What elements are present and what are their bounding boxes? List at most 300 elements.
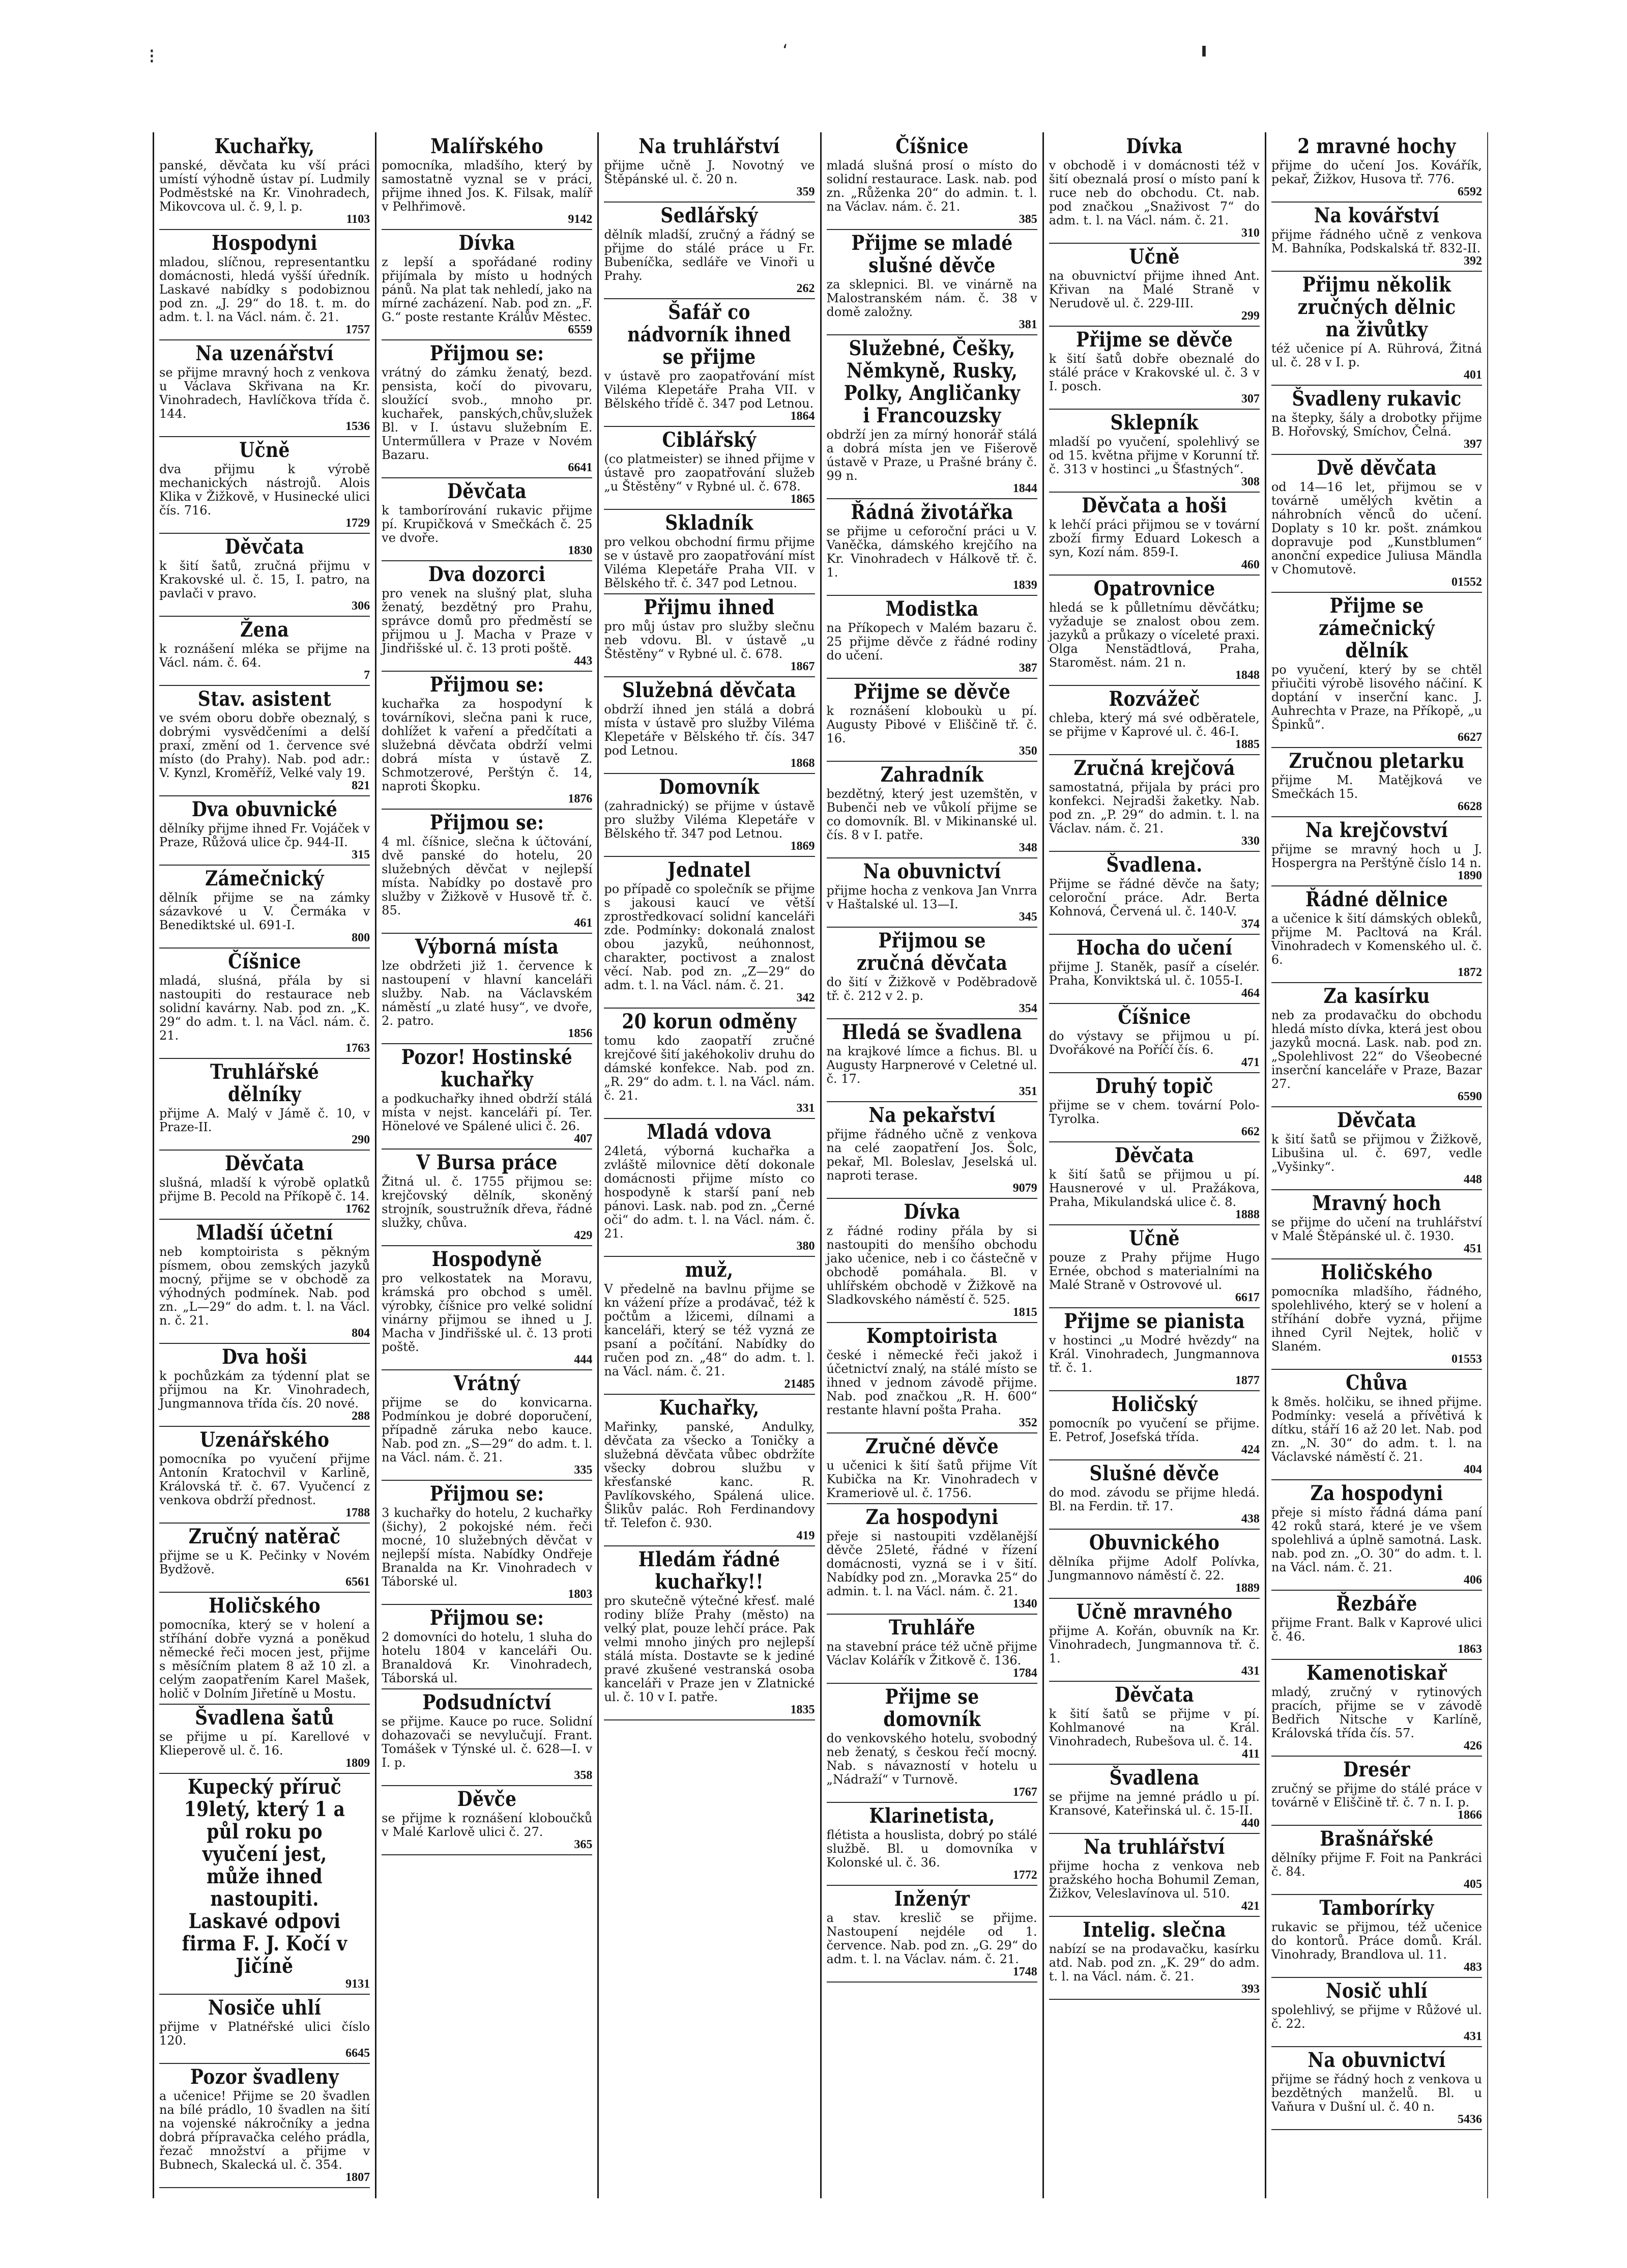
ad-headline: Zručné děvče [865, 1434, 999, 1458]
ad-body: lze obdržeti již 1. července k nastoupení v hlavní kanceláři služby. Nab. na Václavském náměstí „u zlaté husy“, ve dvoře, 2. patro. [382, 959, 593, 1028]
ad-number: 348 [1019, 841, 1037, 854]
ad-headline: Mladá vdova [647, 1120, 772, 1144]
ad-body: mladý, zručný v rytinových pracích, přijme se v závodě Bedřich Nitsche v Karlíně, Královská třída čís. 57. [1271, 1685, 1483, 1740]
ad-headline: Za hospodyni [865, 1505, 999, 1529]
ad-body: flétista a houslista, dobrý po stálé službě. Bl. u domovníka v Kolonské ul. č. 36. [826, 1828, 1037, 1870]
ad-headline: Přijmou se: [429, 341, 544, 365]
ad-body: nabízí se na prodavačku, kasírku atd. Nab. pod zn. „K. 29“ do adm. t. l. na Václ. nám. č. 21. [1049, 1942, 1260, 1984]
ad-number: 404 [1464, 1463, 1483, 1476]
ad-body: tomu kdo zaopatří zručné krejčové šití jakéhokoliv druhu do dámské konfekce. Nab. pod zn. „R. 29“ do adm. t. l. na Václ. nám. č. 21. [604, 1033, 815, 1103]
ad-body: od 14—16 let, přijmou se v továrně umělých květin a náhrobních věnců do učení. Doplaty s 10 kr. pošt. známkou dopravuje pod „Kunstblumen“ anonční expedice Juliusa Mändla v Chomutově. [1271, 480, 1483, 577]
ad-headline: Řádná životářka [850, 500, 1013, 524]
ad-body: pro skutečně výtečné křesť. malé rodiny blíže Prahy (město) na velký plat, pouze lehčí práce. Pak velmi mnoho jiných pro nejlepší stálá místa. Dostavte se k jediné pravé zkušené vestranská osoba kanceláři v Praze jen v Zlatnické ul. č. 10 v I. patře. [604, 1594, 815, 1704]
ad-headline: Zručný natěrač [188, 1525, 341, 1548]
classified-ad [604, 510, 815, 594]
ad-number: 1877 [1235, 1374, 1260, 1387]
ad-number: 1863 [1458, 1643, 1483, 1656]
ad-number: 1866 [1458, 1808, 1483, 1822]
ad-body: do šití v Žižkově v Poděbradově tř. č. 212 v 2. p. [826, 975, 1037, 1003]
ad-body: obdrží ihned jen stálá a dobrá místa v ústavě pro služby Viléma Klepetáře v Bělského tř. čís. 347 pod Letnou. [604, 702, 815, 758]
classified-ad [827, 335, 1037, 499]
ad-number: 6617 [1235, 1291, 1260, 1304]
ad-number: 429 [574, 1229, 593, 1242]
ad-body: dělníka přijme Adolf Polívka, Jungmannovo náměstí č. 22. [1049, 1555, 1260, 1583]
ad-number: 460 [1241, 558, 1260, 571]
classified-ad [159, 1344, 370, 1427]
ad-number: 471 [1241, 1056, 1260, 1069]
ad-number: 7 [364, 669, 370, 682]
ad-body: k šití šatů se přijme v pí. Kohlmanové na Král. Vinohradech, Rubešova ul. č. 14. [1049, 1707, 1260, 1748]
ad-body: přeje si místo řádná dáma paní 42 roků stará, které je ve všem spolehlivá a úplně samotná. Lask. nab. pod zn. „O. 30“ do adm. t. l. na Václ. nám. č. 21. [1271, 1505, 1483, 1574]
classified-ad [604, 299, 815, 427]
ad-headline: Dívka [904, 1200, 961, 1224]
ad-headline: Švadlena [1109, 1766, 1200, 1790]
ad-number: 821 [352, 779, 370, 792]
ad-body: slušná, mladší k výrobě oplatků přijme B. Pecold na Příkopě č. 14. [159, 1175, 370, 1203]
classified-ad [1049, 1599, 1260, 1682]
ad-headline: Hledám řádné kuchařky!! [638, 1547, 780, 1594]
ad-number: 431 [1241, 1664, 1260, 1678]
ad-number: 424 [1241, 1443, 1260, 1456]
classified-ad [1049, 327, 1260, 410]
classified-ad [382, 133, 592, 230]
ad-column-4 [822, 132, 1044, 2198]
ad-headline: Nosič uhlí [1325, 1979, 1428, 2003]
ad-headline: Služebná děvčata [622, 678, 797, 702]
ad-number: 1835 [790, 1703, 815, 1716]
ad-body: k roznášení mléka se přijme na Václ. nám. č. 64. [159, 642, 370, 670]
ad-body: samostatná, přijala by práci pro konfekci. Nejradši žaketky. Nab. pod zn. „P. 29“ do admin. t. l. na Václav. nám. č. 21. [1049, 780, 1260, 836]
ad-body: pomocníka, mladšího, který by samostatně vyznal se v práci, přijme ihned Jos. K. Filsak, malíř v Pelhřimově. [382, 158, 593, 214]
ad-number: 352 [1019, 1416, 1037, 1429]
classified-ad [382, 1246, 592, 1370]
classified-ad [827, 499, 1037, 596]
ad-headline: Domovník [659, 775, 760, 799]
ad-number: 411 [1242, 1747, 1260, 1761]
classified-ad [1049, 755, 1260, 852]
ad-headline: Děvčata [225, 1152, 305, 1175]
classified-ad [1271, 1190, 1482, 1259]
ad-number: 381 [1019, 318, 1037, 331]
ad-body: přijme se mravný hoch u J. Hospergra na Perštýně číslo 14 n. [1271, 842, 1483, 870]
ad-headline: Výborná místa [415, 935, 559, 959]
ad-body: z řádné rodiny přála by si nastoupiti do menšího obchodu jako učenice, neb i co částečně v obchodě pomáhala. Bl. v uhlířském obchodě v Žižkově na Sladkovského náměstí č. 525. [826, 1224, 1037, 1307]
ad-number: 407 [574, 1132, 593, 1145]
classified-ad [827, 596, 1037, 679]
classified-ad [1049, 576, 1260, 686]
ad-headline: Řezbáře [1336, 1592, 1417, 1616]
ad-headline: Přijme se děvče [1076, 328, 1233, 352]
classified-ad [1271, 1978, 1482, 2047]
ad-headline: Mladší účetní [196, 1221, 333, 1245]
ad-number: 6559 [568, 323, 593, 336]
ad-number: 438 [1241, 1512, 1260, 1526]
ad-headline: Na krejčovství [1305, 818, 1448, 842]
ad-body: neb za prodavačku do obchodu hledá místo dívka, která jest obou jazyků mocná. Lask. nab. pod zn. „Spolehlivost 22“ do Všeobecné inserční kanceláře v Praze, Bazar 27. [1271, 1008, 1483, 1091]
ad-headline: Přijme se mladé slušné děvče [851, 231, 1013, 277]
ad-headline: Holičský [1111, 1392, 1198, 1416]
ad-number: 1763 [345, 1042, 370, 1055]
ad-body: dělníky přijme ihned Fr. Vojáček v Praze, Růžová ulice čp. 944-II. [159, 821, 370, 849]
classified-ad [1271, 386, 1482, 455]
ad-headline: Sklepník [1110, 411, 1199, 435]
ad-headline: Švadlena šatů [195, 1706, 334, 1730]
ad-number: 444 [574, 1353, 593, 1366]
ad-number: 1748 [1012, 1965, 1037, 1978]
classified-ad [827, 1504, 1037, 1615]
ad-headline: Učně [239, 438, 290, 462]
classified-ad [1049, 1391, 1260, 1460]
ad-body: k 8měs. holčiku, se ihned přijme. Podmínky: veselá a přívětivá k dítku, stáří 16 až 20 let. Nab. pod zn. „N. 30“ do adm. t. l. na Václavské náměstí č. 21. [1271, 1395, 1483, 1464]
classified-ad [1271, 455, 1482, 593]
ad-body: přijme hocha z venkova Jan Vnrra v Haštalské ul. 13—I. [826, 883, 1037, 911]
ad-number: 310 [1241, 226, 1260, 240]
ad-body: vrátný do zámku ženatý, bezd. pensista, kočí do pivovaru, sloužící svob., mnoho pr. kuchařek, panských,chův,služek Bl. v I. ústavu služebním E. Unterműllera v Praze v Novém Bazaru. [382, 365, 593, 462]
ad-number: 6561 [345, 1575, 370, 1589]
ad-number: 405 [1464, 1878, 1483, 1891]
ad-headline: Dva hoši [222, 1345, 308, 1369]
ad-body: se přijme do učení na truhlářství v Malé Štěpánské ul. č. 1930. [1271, 1215, 1483, 1243]
ad-headline: Přijmu ihned [644, 595, 775, 619]
ad-body: chleba, který má své odběratele, se přijme v Kaprové ul. č. 46-I. [1049, 711, 1260, 739]
ad-number: 421 [1241, 1900, 1260, 1913]
ad-headline: Děvčata [1337, 1108, 1417, 1132]
ad-headline: Opatrovnice [1093, 577, 1215, 600]
ad-body: po vyučení, který by se chtěl přiučiti výrobě lisového náčiní. K doptání v inserční kanc. J. Auhrechta v Praze, na Příkopě, „u Špinků“. [1271, 663, 1483, 732]
ad-headline: Na truhlářství [638, 134, 780, 158]
ad-number: 358 [574, 1769, 593, 1782]
classified-ad [382, 1481, 592, 1605]
ad-number: 1772 [1012, 1869, 1037, 1882]
ad-body: pro můj ústav pro služby slečnu neb vdovu. Bl. v ústavě „u Štěstěny“ v Rybné ul. č. 678. [604, 619, 815, 661]
ad-number: 359 [796, 185, 815, 198]
classified-ad [1049, 244, 1260, 327]
classified-ad [1049, 1225, 1260, 1308]
ad-number: 431 [1464, 2030, 1483, 2043]
ad-number: 1103 [346, 213, 370, 226]
ad-number: 380 [796, 1240, 815, 1253]
classified-ad [827, 1803, 1037, 1886]
ad-number: 662 [1241, 1125, 1260, 1138]
ad-headline: Dresér [1343, 1758, 1410, 1782]
classified-ad [827, 762, 1037, 858]
ad-headline: Hospodyně [431, 1247, 542, 1271]
classified-ad [1049, 1834, 1260, 1917]
ad-headline: Kamenotiskař [1306, 1661, 1447, 1685]
ad-number: 406 [1464, 1573, 1483, 1587]
classified-ad [382, 561, 592, 672]
ad-number: 345 [1019, 910, 1037, 924]
ad-body: dělník přijme se na zámky sázavkové u V. Čermáka v Benediktské ul. 691-I. [159, 891, 370, 932]
ad-headline: Mravný hoch [1312, 1191, 1441, 1215]
ad-headline: Děvčata [1114, 1683, 1194, 1707]
ad-number: 331 [796, 1102, 815, 1115]
ad-number: 308 [1241, 475, 1260, 489]
classified-ad [604, 1257, 815, 1395]
ad-headline: Řádné dělnice [1305, 887, 1448, 911]
ad-headline: Dívka [1126, 134, 1183, 158]
ad-body: též učenice pí A. Rührová, Žitná ul. č. 28 v I. p. [1271, 341, 1483, 369]
ad-headline: Přijme se děvče [853, 680, 1010, 704]
classified-ad [159, 1593, 370, 1705]
ad-body: do mod. závodu se přijme hledá. Bl. na Ferdin. tř. 17. [1049, 1485, 1260, 1513]
ad-number: 1889 [1235, 1582, 1260, 1595]
classified-ad [604, 427, 815, 510]
ad-body: na Příkopech v Malém bazaru č. 25 přijme děvče z řádné rodiny do učení. [826, 621, 1037, 663]
ad-headline: Děvčata [447, 479, 527, 503]
ad-headline: Zahradník [880, 763, 983, 787]
ad-headline: Číšnice [895, 134, 969, 158]
classified-ad [1049, 1530, 1260, 1599]
ad-body: přijme Frant. Balk v Kaprové ulici č. 46. [1271, 1616, 1483, 1644]
ad-number: 1867 [790, 660, 815, 673]
classified-ad [827, 230, 1037, 335]
ad-headline: Přijme se domovník [883, 1685, 981, 1731]
ad-number: 1757 [345, 323, 370, 336]
ad-headline: Přijme se pianista [1063, 1309, 1245, 1333]
ad-headline: Nosiče uhlí [208, 1996, 322, 2020]
ad-headline: Na kovářství [1314, 204, 1440, 227]
ad-body: k šití šatů dobře obeznalé do stálé práce v Krakovské ul. č. 3 v I. posch. [1049, 352, 1260, 393]
classified-ad [159, 1995, 370, 2064]
ad-headline: V Bursa práce [416, 1151, 558, 1174]
ad-body: přijme učně J. Novotný ve Štěpánské ul. č. 20 n. [604, 158, 815, 186]
ad-number: 1868 [790, 757, 815, 770]
classified-ad [1049, 935, 1260, 1004]
ad-number: 440 [1241, 1817, 1260, 1830]
classified-ad [159, 686, 370, 796]
classified-ad [604, 857, 815, 1009]
ad-body: obdrží jen za mírný honorář stálá a dobrá místa jen ve Fišerově ústavě v Praze, u Prašné brány č. 99 n. [826, 427, 1037, 483]
ad-number: 374 [1241, 917, 1260, 931]
ad-body: a stav. kreslič se přijme. Nastoupení nejdéle od 1. července. Nab. pod zn. „G. 29“ do adm. t. l. na Václav. nám. č. 21. [826, 1911, 1037, 1966]
ad-body: 4 ml. číšnice, slečna k účtování, dvě panské do hotelu, 20 služebných děvčat v nejlepší místa. Nabídky po dostavě pro služby v Žižkově v Husově tř. č. 85. [382, 835, 593, 917]
classified-ad [1271, 748, 1482, 817]
classified-ad [159, 796, 370, 866]
ad-headline: Dva obuvnické [191, 797, 338, 821]
classified-ad [604, 1119, 815, 1257]
ad-number: 1869 [790, 840, 815, 853]
classified-ad [1049, 1073, 1260, 1142]
ad-body: přijme se řádný hoch z venkova u bezdětných manželů. Bl. u Vaňura v Dušní ul. č. 40 n. [1271, 2072, 1483, 2114]
ad-number: 288 [352, 1410, 370, 1423]
ad-body: mladší po vyučení, spolehlivý se od 15. května přijme v Korunní tř. č. 313 v hostinci „u Šťastných“. [1049, 435, 1260, 476]
ad-headline: Chůva [1346, 1371, 1408, 1395]
ad-body: 2 domovníci do hotelu, 1 sluha do hotelu 1804 v kanceláři Ou. Branaldová Kr. Vinohradech, Táborská ul. [382, 1630, 593, 1685]
ad-number: 1803 [568, 1588, 593, 1601]
ad-headline: Obuvnického [1089, 1531, 1220, 1555]
classified-ad [1271, 133, 1482, 203]
classified-ad [1271, 1660, 1482, 1757]
classified-ad [159, 2064, 370, 2188]
classified-ad [382, 1689, 592, 1786]
ad-headline: Truhláře [888, 1616, 975, 1640]
ad-number: 307 [1241, 392, 1260, 406]
classified-ad [159, 1524, 370, 1593]
ad-number: 6641 [568, 461, 593, 474]
ad-column-5 [1044, 132, 1266, 2198]
classified-ad [1049, 1682, 1260, 1765]
ad-number: 804 [352, 1327, 370, 1340]
ad-body: (co platmeister) se ihned přijme v ústavě pro zaopatřování služeb „u Štěstěny“ v Rybné ul. č. 678. [604, 452, 815, 494]
ad-headline: Ciblářský [662, 428, 757, 452]
ad-body: pomocník po vyučení se přijme. E. Petrof, Josefská třída. [1049, 1416, 1260, 1444]
classified-ad [1271, 203, 1482, 272]
ad-number: 6592 [1458, 185, 1483, 198]
ad-body: přijme se u K. Pečinky v Novém Bydžově. [159, 1548, 370, 1576]
classified-ad [159, 1774, 370, 1995]
ad-headline: Na uzenářství [195, 341, 334, 365]
ad-body: pomocníka mladšího, řádného, spolehlivého, který se v holení a stříhání dobře vyzná, přijme ihned Cyril Nejtek, holič v Slaném. [1271, 1284, 1483, 1354]
classified-ad [159, 340, 370, 437]
ad-number: 1784 [1012, 1667, 1037, 1680]
ad-headline: Vrátný [453, 1371, 520, 1395]
classified-ad [159, 1705, 370, 1774]
ad-number: 1536 [345, 420, 370, 433]
ad-headline: Přijmou se: [429, 673, 544, 697]
ad-body: k šití šatů se přijmou v Žižkově, Libušina ul. č. 697, vedle „Vyšinky“. [1271, 1132, 1483, 1174]
ad-headline: Kupecký příruč 19letý, který 1 a půl roku po vyučení jest, může ihned nastoupiti. Laskavé odpovi firma F. J. Kočí v Jičíně [182, 1775, 347, 1978]
ad-headline: Hospodyni [212, 231, 317, 255]
ad-headline: Přijmou se zručná děvčata [856, 929, 1007, 975]
ad-number: 1864 [790, 410, 815, 423]
ad-headline: Děvčata a hoši [1081, 494, 1227, 518]
ad-headline: Služebné, Češky, Němkyně, Rusky, Polky, Angličanky i Francouzsky [844, 336, 1020, 427]
ad-column-1 [154, 132, 376, 2198]
ad-headline: Holičského [209, 1594, 321, 1618]
ad-number: 401 [1464, 368, 1483, 382]
classified-ad [827, 1199, 1037, 1323]
classified-ad [604, 203, 815, 299]
classified-ad [1049, 1460, 1260, 1530]
ad-headline: Přijmou se: [429, 1482, 544, 1506]
classified-ad [827, 1615, 1037, 1684]
ad-number: 6590 [1458, 1090, 1483, 1103]
classified-ad [604, 1546, 815, 1720]
ad-body: zručný se přijme do stálé práce v továrně v Eliščině tř. č. 7 n. I. p. [1271, 1782, 1483, 1810]
classified-ad [827, 1684, 1037, 1803]
ad-body: přijme řádného učně z venkova na celé zaopatření Jos. Šolc, pekař, Ml. Boleslav, Jeselská ul. naproti terase. [826, 1127, 1037, 1183]
ad-body: k pochůzkám za týdenní plat se přijmou na Kr. Vinohradech, Jungmannova třída čís. 20 nové. [159, 1369, 370, 1411]
ad-number: 350 [1019, 744, 1037, 758]
ad-body: k lehčí práci přijmou se v tovární zboží firmy Eduard Lokesch a syn, Kozí nám. 859-I. [1049, 518, 1260, 559]
ad-body: pro venek na slušný plat, sluha ženatý, bezdětný pro Prahu, správce domů pro předměstí se přijmou u J. Macha v Praze v Jindřišské ul. č. 13 proti poště. [382, 586, 593, 655]
ad-body: dva přijmu k výrobě mechanických nástrojů. Alois Klika v Žižkově, v Husinecké ulici čís. 716. [159, 462, 370, 518]
classified-ad [1049, 1142, 1260, 1225]
ad-body: se přijme mravný hoch z venkova u Václava Skřivana na Kr. Vinohradech, Havlíčkova třída č. 144. [159, 365, 370, 421]
classified-ad [827, 1433, 1037, 1504]
ad-body: se přijme u pí. Karellové v Klieperově ul. č. 16. [159, 1730, 370, 1758]
ad-number: 443 [574, 654, 593, 668]
ad-body: u učenici k šití šatů přijme Vít Kubička na Kr. Vinohradech v Krameriově ul. č. 1756. [826, 1458, 1037, 1500]
ad-headline: Učně mravného [1076, 1600, 1233, 1624]
ad-number: 351 [1019, 1085, 1037, 1098]
ad-body: spolehlivý, se přijme v Růžové ul. č. 22. [1271, 2003, 1483, 2031]
ad-body: pouze z Prahy přijme Hugo Ernée, obchod s materialními na Malé Straně v Ostrovové ul. [1049, 1250, 1260, 1292]
ad-number: 01553 [1451, 1353, 1483, 1366]
ad-column-6 [1266, 132, 1487, 2198]
ad-number: 1830 [568, 544, 593, 557]
ad-number: 464 [1241, 987, 1260, 1000]
ad-body: na krajkové límce a fichus. Bl. u Augusty Harpnerové v Celetné ul. č. 17. [826, 1044, 1037, 1086]
ad-number: 1876 [568, 792, 593, 806]
classified-ad [604, 677, 815, 774]
ad-body: a podkuchařky ihned obdrží stálá místa v nejst. kanceláři pí. Ter. Hönelové ve Spálené ulici č. 26. [382, 1092, 593, 1133]
classified-ad [382, 478, 592, 561]
ad-headline: Na truhlářství [1083, 1835, 1225, 1859]
ad-headline: Podsudníctví [422, 1690, 552, 1714]
ad-body: k šití šatů, zručná přijmu v Krakovské ul. č. 15, I. patro, na pavlači v pravo. [159, 559, 370, 600]
ad-body: se přijme k roznášení kloboučků v Malé Karlově ulici č. 27. [382, 1811, 593, 1839]
classified-ad [1049, 1308, 1260, 1391]
ad-body: z lepší a spořádané rodiny přijímala by místo u hodných pánů. Na plat tak nehledí, jako na mírné zacházení. Nab. pod zn. „F. G.“ poste restante Králův Městec. [382, 255, 593, 324]
classified-ad [159, 617, 370, 686]
ad-headline: Švadleny rukavic [1292, 387, 1462, 411]
page-top-mark: ʻ [782, 41, 788, 61]
ad-headline: Zručnou pletarku [1289, 749, 1465, 773]
ad-body: k tamborírování rukavic přijme pí. Krupičková v Smečkách č. 25 ve dvoře. [382, 503, 593, 545]
ad-headline: Druhý topič [1095, 1074, 1213, 1098]
ad-headline: muž, [685, 1258, 734, 1282]
ad-number: 262 [796, 282, 815, 295]
classified-ad [1271, 1591, 1482, 1660]
classified-ad [604, 133, 815, 203]
ad-body: rukavic se přijmou, též učenice do kontorů. Práce domů. Král. Vinohrady, Brandlova ul. 11. [1271, 1920, 1483, 1962]
ad-headline: Na obuvnictví [1308, 2048, 1446, 2072]
ad-headline: Hledá se švadlena [841, 1020, 1022, 1044]
classified-ad [1049, 410, 1260, 493]
ad-headline: Děvčata [225, 535, 305, 559]
ad-number: 9079 [1012, 1182, 1037, 1195]
ad-column-3 [599, 132, 821, 2198]
ad-body: přijme A. Kořán, obuvník na Kr. Vinohradech, Jungmannova tř. č. 1. [1049, 1624, 1260, 1666]
ad-body: do výstavy se přijmou u pí. Dvořákové na Poříčí čís. 6. [1049, 1029, 1260, 1057]
ad-number: 290 [352, 1133, 370, 1146]
ad-body: přijme A. Malý v Jámě č. 10, v Praze-II. [159, 1106, 370, 1134]
ad-body: přijme řádného učně z venkova M. Bahníka, Podskalská tř. 832-II. [1271, 227, 1483, 255]
ad-headline: Hocha do učení [1076, 936, 1233, 960]
ad-body: pomocníka, který se v holení a stříhání dobře vyzná a poněkud německé řeči mocen jest, přijme s měsíčním platem 8 až 10 zl. a celým zaopatřením Karel Mašek, holič v Dolním Jiřetíně u Mostu. [159, 1618, 370, 1701]
ad-number: 461 [574, 916, 593, 930]
ad-body: pro velkostatek na Moravu, krámská pro obchod s uměl. výrobky, číšnice pro velké solidní vinárny přijmou se ihned u J. Macha v Jindřišské ul. č. 13 proti poště. [382, 1271, 593, 1354]
classified-ad [159, 949, 370, 1059]
ad-number: 387 [1019, 662, 1037, 675]
ad-headline: Děvče [457, 1787, 517, 1811]
ad-body: 3 kuchařky do hotelu, 2 kuchařky (šichy), 2 pokojské ném. řeči mocné, 10 služebných děvčat v nejlepší místa. Nabídky Ondřeje Branalda na Kr. Vinohradech v Táborské ul. [382, 1506, 593, 1589]
ad-headline: Intelig. slečna [1082, 1918, 1226, 1942]
ad-headline: Stav. asistent [197, 687, 332, 711]
ad-number: 1872 [1458, 966, 1483, 979]
classified-ad [604, 594, 815, 677]
classified-ad [604, 1395, 815, 1546]
ad-body: mladá, sluśná, přála by si nastoupiti do restaurace neb solidní kavárny. Nab. pod zn. „K. 29“ do adm. t. l. na Václ. nám. č. 21. [159, 973, 370, 1043]
classified-ad [382, 1370, 592, 1481]
ad-number: 1844 [1012, 482, 1037, 495]
ad-headline: Inženýr [894, 1887, 970, 1911]
ad-headline: Učně [1128, 1226, 1180, 1250]
ad-number: 397 [1464, 438, 1483, 451]
classified-ads-page [153, 132, 1488, 2198]
classified-ad [604, 1009, 815, 1119]
ad-body: za sklepnici. Bl. ve vinárně na Malostranském nám. č. 38 v domě založny. [826, 277, 1037, 319]
classified-ad [1271, 1107, 1482, 1190]
ad-body: do venkovského hotelu, svobodný neb ženatý, s českou řečí mocný. Nab. s návazností v hotelu u „Nádraží“ v Turnově. [826, 1731, 1037, 1787]
ad-headline: Žena [240, 618, 289, 642]
ad-body: po případě co společník se přijme s jakousi kaucí ve větší zprostředkovací solidní kanceláři zde. Podmínky: dokonalá znalost obou jazyků, neúhonnost, charakter, poctivost a znalost věcí. Nab. pod zn. „Z—29“ do adm. t. l. na Václ. nám. č. 21. [604, 882, 815, 992]
ad-number: 299 [1241, 309, 1260, 323]
classified-ad [1271, 1895, 1482, 1978]
ad-number: 392 [1464, 254, 1483, 268]
